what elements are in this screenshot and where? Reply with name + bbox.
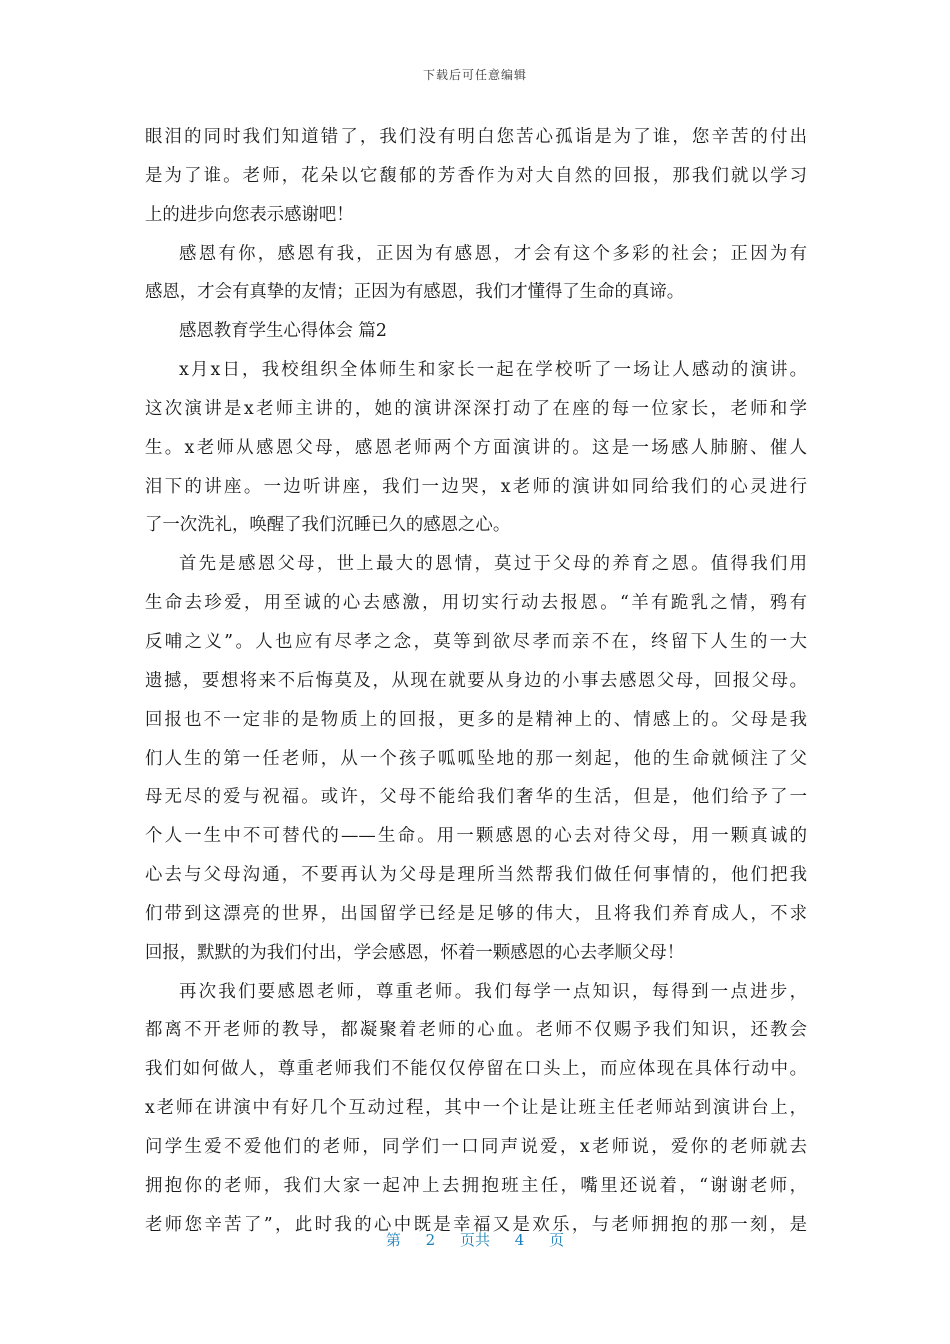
- footer-middle: 页共: [459, 1231, 490, 1249]
- text-line: 都离不开老师的教导，都凝聚着老师的心血。老师不仅赐予我们知识，还教会: [145, 1020, 807, 1041]
- text-line: 生命去珍爱，用至诚的心去感激，用切实行动去报恩。“羊有跪乳之情，鸦有: [145, 593, 807, 614]
- text-line: 遗撼，要想将来不后悔莫及，从现在就要从身边的小事去感恩父母，回报父母。: [145, 670, 807, 691]
- text-line: 感恩教育学生心得体会 篇2: [179, 321, 387, 342]
- footer-total-pages: 4: [514, 1231, 525, 1249]
- text-line: 回报也不一定非的是物质上的回报，更多的是精神上的、情感上的。父母是我: [145, 709, 807, 730]
- text-line: x老师在讲演中有好几个互动过程，其中一个让是让班主任老师站到演讲台上，: [145, 1098, 807, 1119]
- text-line: 泪下的讲座。一边听讲座，我们一边哭，x老师的演讲如同给我们的心灵进行: [145, 476, 807, 497]
- text-line: 拥抱你的老师，我们大家一起冲上去拥抱班主任，嘴里还说着，“谢谢老师，: [145, 1175, 807, 1196]
- text-line: 是为了谁。老师，花朵以它馥郁的芳香作为对大自然的回报，那我们就以学习: [145, 165, 807, 186]
- text-line: 个人一生中不可替代的——生命。用一颗感恩的心去对待父母，用一颗真诚的: [145, 826, 807, 847]
- text-line: 老师您辛苦了”，此时我的心中既是幸福又是欢乐，与老师拥抱的那一刻，是: [145, 1214, 807, 1235]
- text-line: 首先是感恩父母，世上最大的恩情，莫过于父母的养育之恩。值得我们用: [179, 554, 807, 575]
- text-line: 眼泪的同时我们知道错了，我们没有明白您苦心孤诣是为了谁，您辛苦的付出: [145, 127, 807, 147]
- text-line: 上的进步向您表示感谢吧！: [145, 204, 354, 225]
- footer-prefix: 第: [385, 1231, 401, 1249]
- footer-page-number: 2: [425, 1231, 436, 1249]
- text-line: 感恩有你，感恩有我，正因为有感恩，才会有这个多彩的社会；正因为有: [179, 243, 807, 264]
- text-line: 感恩，才会有真挚的友情；正因为有感恩，我们才懂得了生命的真谛。: [145, 282, 685, 303]
- text-line: 反哺之义”。人也应有尽孝之念，莫等到欲尽孝而亲不在，终留下人生的一大: [145, 631, 807, 652]
- text-line: 母无尽的爱与祝福。或许，父母不能给我们奢华的生活，但是，他们给予了一: [145, 787, 807, 808]
- text-line: 了一次洗礼，唤醒了我们沉睡已久的感恩之心。: [145, 515, 511, 536]
- footer-suffix: 页: [549, 1231, 565, 1249]
- text-line: 回报，默默的为我们付出，学会感恩，怀着一颗感恩的心去孝顺父母！: [145, 942, 685, 963]
- text-line: 们带到这漂亮的世界，出国留学已经是足够的伟大，且将我们养育成人，不求: [145, 903, 807, 924]
- document-body: [145, 118, 807, 1244]
- text-line: 心去与父母沟通，不要再认为父母是理所当然帮我们做任何事情的，他们把我: [145, 865, 807, 886]
- text-line: 这次演讲是x老师主讲的，她的演讲深深打动了在座的每一位家长，老师和学: [145, 398, 807, 419]
- page-header: 下载后可任意编辑: [422, 68, 527, 82]
- text-line: 再次我们要感恩老师，尊重老师。我们每学一点知识，每得到一点进步，: [179, 981, 807, 1002]
- text-line: 们人生的第一任老师，从一个孩子呱呱坠地的那一刻起，他的生命就倾注了父: [145, 748, 807, 769]
- text-line: x月x日，我校组织全体师生和家长一起在学校听了一场让人感动的演讲。: [179, 360, 807, 381]
- page-footer: [0, 1229, 950, 1250]
- text-line: 生。x老师从感恩父母，感恩老师两个方面演讲的。这是一场感人肺腑、催人: [145, 437, 807, 458]
- text-line: 问学生爱不爱他们的老师，同学们一口同声说爱，x老师说，爱你的老师就去: [145, 1136, 807, 1157]
- text-line: 我们如何做人，尊重老师我们不能仅仅停留在口头上，而应体现在具体行动中。: [145, 1059, 807, 1080]
